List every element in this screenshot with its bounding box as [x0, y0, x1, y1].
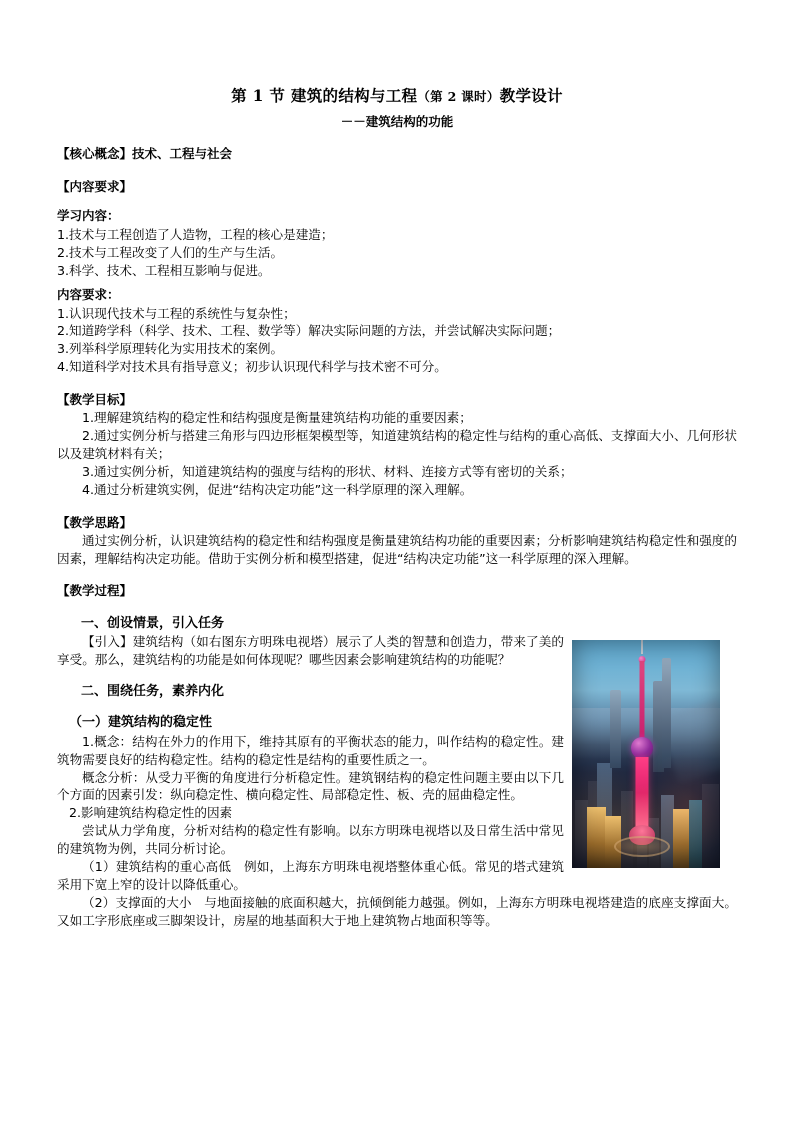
teaching-objective-item: 1.理解建筑结构的稳定性和结构强度是衡量建筑结构功能的重要因素； — [82, 410, 472, 426]
title-main-text: 第 1 节 建筑的结构与工程 — [231, 86, 418, 105]
content-requirement-item: 3.列举科学原理转化为实用技术的案例。 — [57, 341, 284, 357]
tower-main-sphere — [631, 737, 653, 759]
stability-concept-analysis-paragraph: 概念分析：从受力平衡的角度进行分析稳定性。建筑钢结构的稳定性问题主要由以下几个方面的因素引发：纵向稳定性、横向稳定性、局部稳定性、板、壳的屈曲稳定性。 — [57, 769, 564, 803]
shanghai-tower — [662, 658, 671, 767]
oriental-pearl-tower-photo — [572, 640, 720, 868]
tower-lower-column — [635, 757, 648, 829]
building — [673, 809, 691, 868]
page-title — [57, 86, 737, 107]
core-concept-heading — [57, 145, 737, 163]
building — [587, 807, 606, 869]
section-one-paragraph: 【引入】建筑结构（如右图东方明珠电视塔）展示了人类的智慧和创造力，带来了美的享受。那么，建筑结构的功能是如何体现呢？哪些因素会影响建筑结构的功能呢？ — [57, 634, 564, 667]
document-body — [57, 0, 737, 929]
subsection-one-heading: （一）建筑结构的稳定性 — [69, 715, 213, 731]
content-requirement-label: 内容要求： — [57, 286, 120, 302]
stability-factor-item: （2）支撑面的大小 与地面接触的底面积越大，抗倾倒能力越强。例如，上海东方明珠电视塔建造的底座支撑面大。又如工字形底座或三脚架设计，房屋的地基面积大于地上建筑物占地面积等等。 — [57, 894, 737, 928]
shanghai-world-financial-center — [610, 690, 620, 768]
teaching-objective-item: 4.通过分析建筑实例，促进“结构决定功能”这一科学原理的深入理解。 — [82, 481, 473, 497]
teaching-objective-item: 3.通过实例分析，知道建筑结构的强度与结构的形状、材料、连接方式等有密切的关系； — [82, 463, 573, 479]
core-concept-value: 技术、工程与社会 — [132, 146, 233, 162]
building — [702, 784, 718, 868]
core-concept-label: 【核心概念】 — [57, 146, 133, 162]
teaching-process-heading: 【教学过程】 — [57, 583, 133, 599]
teaching-approach-heading: 【教学思路】 — [57, 514, 133, 530]
section-one-heading: 一、创设情景，引入任务 — [81, 615, 225, 631]
tower-plaza — [614, 836, 670, 857]
stability-factor-item: （1）建筑结构的重心高低 例如，上海东方明珠电视塔整体重心低。常见的塔式建筑采用下宽上窄的设计以降低重心。 — [57, 858, 564, 892]
stability-factors-heading: 2.影响建筑结构稳定性的因素 — [69, 805, 233, 821]
learning-content-item: 2.技术与工程改变了人们的生产与生活。 — [57, 245, 284, 261]
section-two-heading: 二、围绕任务，素养内化 — [81, 683, 225, 699]
teaching-objective-item: 2.通过实例分析与搭建三角形与四边形框架模型等，知道建筑结构的稳定性与结构的重心高低、支撑面大小、几何形状以及建筑材料有关； — [57, 428, 737, 461]
title-session-text: （第 2 课时） — [417, 89, 500, 104]
teaching-objectives-heading: 【教学目标】 — [57, 392, 133, 408]
stability-concept-paragraph: 1.概念：结构在外力的作用下，维持其原有的平衡状态的能力，叫作结构的稳定性。建筑物需要良好的结构稳定性。结构的稳定性是结构的重要性质之一。 — [57, 733, 564, 767]
learning-content-label: 学习内容： — [57, 208, 120, 224]
teaching-approach-paragraph: 通过实例分析，认识建筑结构的稳定性和结构强度是衡量建筑结构功能的重要因素；分析影响建筑结构稳定性和强度的因素，理解结构决定功能。借助于实例分析和模型搭建，促进“结构决定功能”这一科学原理的深入理解。 — [57, 532, 737, 566]
photo-canvas — [572, 640, 720, 868]
tower-spire — [641, 640, 643, 654]
learning-content-item: 3.科学、技术、工程相互影响与促进。 — [57, 262, 271, 278]
content-requirement-item: 2.知道跨学科（科学、技术、工程、数学等）解决实际问题的方法，并尝试解决实际问题； — [57, 323, 561, 339]
learning-content-item: 1.技术与工程创造了人造物，工程的核心是建造； — [57, 227, 334, 243]
content-requirement-item: 1.认识现代技术与工程的系统性与复杂性； — [57, 305, 296, 321]
content-requirements-heading: 【内容要求】 — [57, 179, 133, 195]
title-tail-text: 教学设计 — [499, 86, 563, 105]
content-requirement-item: 4.知道科学对技术具有指导意义；初步认识现代科学与技术密不可分。 — [57, 359, 447, 375]
tower-upper-column — [639, 661, 644, 741]
page-subtitle: －－建筑结构的功能 — [340, 113, 454, 129]
stability-factors-intro: 尝试从力学角度，分析对结构的稳定性有影响。以东方明珠电视塔以及日常生活中常见的建筑物为例，共同分析讨论。 — [57, 823, 564, 857]
